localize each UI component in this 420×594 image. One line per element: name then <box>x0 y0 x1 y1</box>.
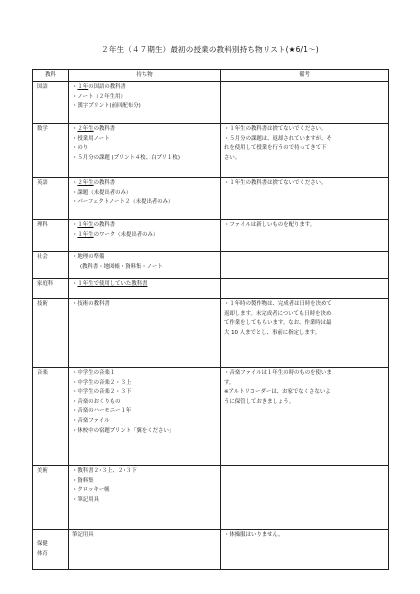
item-entry: ・ 中学生の音楽１ <box>72 369 217 379</box>
subject-label: 技術 <box>37 301 48 307</box>
item-entry: ・ １年の国語の教科書 <box>72 83 217 93</box>
subject-label: 英語 <box>37 180 48 186</box>
item-entry: ・ 音楽のおくりもの <box>72 398 217 408</box>
table-row <box>33 220 389 252</box>
item-entry: ・ 地理の準備 <box>72 253 217 263</box>
subject-label: 国語 <box>37 84 48 90</box>
underlined-text: ２年生 <box>77 126 94 132</box>
subject-cell <box>33 279 69 299</box>
item-entry: ・ クロッキー帳 <box>72 486 217 496</box>
note-line: さい。 <box>224 154 241 161</box>
underlined-text: １年生 <box>77 222 94 228</box>
table-row <box>33 178 389 220</box>
items-cell <box>69 530 221 570</box>
item-entry: ・ 技術の教科書 <box>72 300 217 310</box>
notes-cell <box>221 252 389 279</box>
subject-label: 保健 <box>37 540 48 547</box>
note-line: 大 10 人までとし、事前に指定します。 <box>224 329 321 336</box>
header-notes: 備考 <box>221 70 389 82</box>
subject-cell <box>33 368 69 466</box>
item-entry: ・ ２年生の教科書 <box>72 125 217 135</box>
item-entry: ・ 資料集 <box>72 477 217 487</box>
item-entry: ・ 授業用ノート <box>72 135 217 145</box>
notes-cell <box>221 368 389 466</box>
items-cell <box>69 82 221 124</box>
subject-cell <box>33 299 69 368</box>
item-entry: ・ 教科書２･３上、２･３下 <box>72 467 217 477</box>
subject-cell <box>33 82 69 124</box>
table-row <box>33 368 389 466</box>
notes-cell <box>221 530 389 570</box>
table-row <box>33 279 389 299</box>
table-row <box>33 299 389 368</box>
header-subject: 教科 <box>33 70 69 82</box>
subject-label: 数学 <box>37 126 48 132</box>
notes-cell <box>221 220 389 252</box>
table-header-row <box>33 70 389 82</box>
underlined-text: １年生 <box>77 231 94 238</box>
underlined-text: ２年生 <box>77 180 94 186</box>
item-entry: ・ ５月分の課題 (プリント４枚、白プリ１枚) <box>72 154 217 164</box>
note-line: す。 <box>224 379 235 386</box>
items-cell <box>69 368 221 466</box>
subject-cell <box>33 178 69 220</box>
items-cell <box>69 299 221 368</box>
header-items: 持ち物 <box>69 70 221 82</box>
notes-cell <box>221 178 389 220</box>
underlined-text: １年 <box>77 84 89 90</box>
note-line: ・１年生の教科書は捨てないでください。 <box>224 126 327 132</box>
note-line: れを使用して授業を行うので持ってきて下 <box>224 145 327 152</box>
item-entry: ・ 筆記用具 <box>72 496 217 506</box>
note-line: ※アルトリコーダーは、お家でなくさないよ <box>224 389 331 396</box>
items-cell <box>69 466 221 530</box>
page-title: ２年生（４７期生）最初の授業の教科別持ち物リスト(★6/1～) <box>101 45 319 54</box>
item-entry: ・ 音楽のハーモニー１年 <box>72 407 217 417</box>
table-row <box>33 252 389 279</box>
table-row <box>33 466 389 530</box>
item-entry: ・ １年生のワーク（未提出者のみ） <box>72 231 217 241</box>
note-line: ・１年生の教科書は捨てないでください。 <box>224 180 327 186</box>
note-line: て作業をしてもらいます。なお、作業時は最 <box>224 320 332 327</box>
notes-cell <box>221 299 389 368</box>
item-entry: ・ パーフェクトノート２（未提出者のみ） <box>72 198 217 208</box>
note-line: 返却します。未完成者についても日時を決め <box>224 310 332 317</box>
item-entry: (教科書・地図帳・資料集・ノート <box>80 263 163 270</box>
item-entry: 筆記用具 <box>72 532 94 538</box>
item-entry <box>72 280 217 290</box>
item-list-table <box>32 69 389 570</box>
note-line: ・１年時の製作物は、完成者は日時を決めて <box>224 301 332 307</box>
subject-label: 社会 <box>37 254 48 260</box>
note-line: ・５月分の課題は、返却されていますが、そ <box>224 135 332 142</box>
item-entry: ・ 中学生の音楽２・３上 <box>72 379 217 389</box>
item-entry: ・ １年生の教科書 <box>72 221 217 231</box>
item-entry: ・ 課題（未提出者のみ） <box>72 189 217 199</box>
item-entry: ・ ノート（２年生用） <box>72 93 217 103</box>
subject-label: 理科 <box>37 222 48 228</box>
items-cell <box>69 279 221 299</box>
underlined-text: １年生で使用していた教科書 <box>77 281 148 287</box>
items-cell <box>69 220 221 252</box>
note-line: ・体操服はいりません。 <box>224 532 284 538</box>
items-cell <box>69 252 221 279</box>
subject-label: 家庭科 <box>37 281 54 287</box>
notes-cell <box>221 466 389 530</box>
notes-cell <box>221 279 389 299</box>
table-row <box>33 530 389 570</box>
items-cell <box>69 124 221 178</box>
item-entry: ・ ２年生の教科書 <box>72 179 217 189</box>
subject-cell <box>33 466 69 530</box>
item-entry: ・ 音楽ファイル <box>72 417 217 427</box>
table-row <box>33 124 389 178</box>
subject-cell <box>33 124 69 178</box>
table-row <box>33 82 389 124</box>
item-entry: ・ 中学生の音楽２・３下 <box>72 388 217 398</box>
note-line: うに保管しておきましょう。 <box>224 398 295 405</box>
notes-cell <box>221 82 389 124</box>
subject-label: 体育 <box>37 550 48 557</box>
subject-label: 音楽 <box>37 370 48 376</box>
item-entry: ・ のり <box>72 144 217 154</box>
item-entry: ・ 休校中の宿題プリント「翼をください」 <box>72 427 217 437</box>
subject-cell <box>33 252 69 279</box>
note-line: ・音楽ファイルは１年生の時のものを使いま <box>224 370 332 376</box>
subject-cell <box>33 530 69 570</box>
subject-cell <box>33 220 69 252</box>
subject-label: 美術 <box>37 468 48 474</box>
note-line: ・ファイルは新しいものを配ります。 <box>224 222 316 228</box>
item-entry: ・ 漢字プリント(前回配布分) <box>72 102 217 112</box>
notes-cell <box>221 124 389 178</box>
items-cell <box>69 178 221 220</box>
